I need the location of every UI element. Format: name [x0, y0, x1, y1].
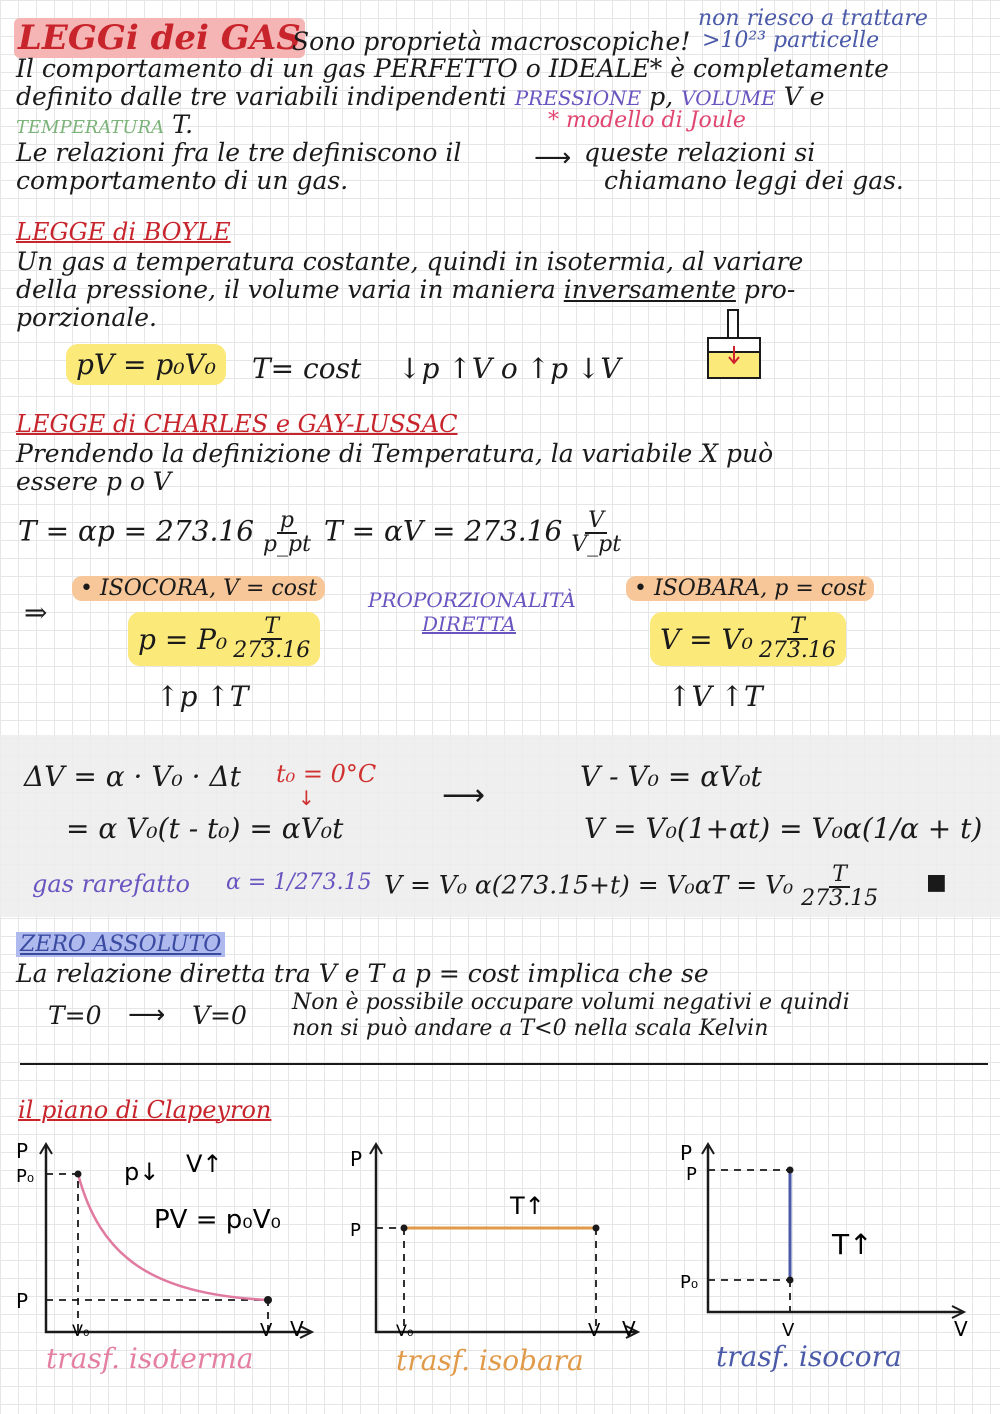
fraction-v-num: V [585, 510, 607, 534]
boyle-line-3: porzionale. [16, 303, 157, 332]
fraction-p [263, 510, 311, 556]
charles-line-1: Prendendo la definizione di Temperatura, la variabile X può [16, 439, 774, 468]
deriv-num: T [829, 864, 850, 888]
alpha-value: α = 1/273.15 [226, 870, 372, 895]
intro-line-5b: chiamano leggi dei gas. [604, 166, 904, 195]
g3-dashes [708, 1170, 790, 1312]
isocora-fraction [233, 616, 310, 662]
intro-line-4a: Le relazioni fra le tre definiscono il [16, 138, 462, 167]
word-volume: VOLUME [681, 86, 776, 110]
g2-point-start [401, 1225, 408, 1232]
page-subtitle: Sono proprietà macroscopiche! [292, 27, 691, 56]
boyle-line-1: Un gas a temperatura costante, quindi in isotermia, al variare [16, 247, 804, 276]
g1-point-end [264, 1296, 272, 1304]
g2-v-axis-label: V [622, 1317, 636, 1341]
g2-v-label: V [588, 1320, 601, 1341]
g2-p-axis-label: P [350, 1147, 363, 1171]
g1-p-axis-label: P [16, 1139, 29, 1163]
graph-isocora [672, 1136, 972, 1342]
g2-v0-label: V₀ [396, 1321, 414, 1340]
deriv-right-3-text: V = V₀ α(273.15+t) = V₀αT = V₀ [384, 870, 794, 900]
g1-formula: PV = p₀V₀ [154, 1205, 281, 1235]
graph-isoterma [10, 1136, 320, 1342]
zero-heading [16, 932, 225, 957]
isobara-den: 273.16 [758, 638, 836, 663]
isobara-formula [650, 612, 846, 666]
zero-t0: T=0 [48, 1001, 102, 1030]
deriv-right-1: V - V₀ = αV₀t [580, 760, 762, 793]
g1-p-label: P [16, 1289, 29, 1313]
word-temperatura: TEMPERATURA [16, 117, 165, 138]
caption-isocora: trasf. isocora [716, 1340, 902, 1373]
g3-p-axis-label: P [680, 1141, 693, 1165]
isobara-label-text: • ISOBARA, p = cost [626, 576, 874, 601]
deriv-line-1: ΔV = α · V₀ · Δt [24, 760, 241, 793]
formula-t-alpha-v-left: T = αV = 273.16 [324, 514, 563, 548]
isobara-formula-left: V = V₀ [660, 622, 753, 656]
g3-point-top [787, 1167, 794, 1174]
deriv-fraction [801, 864, 878, 910]
intro-line-2-text: definito dalle tre variabili indipendenti [16, 82, 507, 111]
isocora-num: T [261, 616, 282, 640]
g1-p0-label: P₀ [16, 1166, 35, 1187]
piston-icon [700, 308, 768, 382]
implies-arrow: ⇒ [24, 596, 48, 629]
fraction-p-num: p [277, 510, 297, 534]
g2-point-end [593, 1225, 600, 1232]
boyle-formula-text: pV = p₀V₀ [66, 344, 226, 385]
boyle-tcost: T= cost [252, 352, 362, 385]
boyle-line-2 [16, 276, 795, 304]
g1-point-start [75, 1171, 82, 1178]
charles-line-2: essere p o V [16, 467, 171, 496]
side-note-1: non riesco a trattare [698, 6, 928, 31]
isobara-fraction [759, 616, 836, 662]
symbol-t: T. [172, 110, 194, 139]
g3-point-bottom [787, 1277, 794, 1284]
g3-v-label: V [782, 1320, 795, 1341]
deriv-t0-arrow-icon: ↓ [298, 786, 315, 810]
arrow-right-icon: ⟶ [534, 143, 572, 173]
g1-v-label: V [260, 1320, 273, 1341]
boyle-inversamente: inversamente [563, 275, 736, 304]
caption-isobara: trasf. isobara [396, 1344, 584, 1377]
deriv-line-2: = α V₀(t - t₀) = αV₀t [66, 812, 344, 845]
g2-dashes [376, 1228, 596, 1332]
symbol-p: p, [649, 82, 674, 111]
g3-p0-label: P₀ [680, 1272, 699, 1293]
isocora-formula-box [128, 612, 320, 666]
gas-rarefatto: gas rarefatto [32, 870, 191, 898]
g2-p-label: P [350, 1220, 361, 1241]
g1-note-v: V↑ [186, 1150, 223, 1178]
fraction-v [571, 510, 621, 556]
deriv-den: 273.15 [801, 886, 879, 911]
formula-t-alpha-v [324, 510, 621, 556]
deriv-long-arrow-icon: ⟶ [442, 778, 486, 813]
zero-line-3: non si può andare a T<0 nella scala Kelvin [292, 1016, 769, 1041]
symbol-v: V e [783, 82, 825, 111]
formula-t-alpha-p [18, 510, 311, 556]
isobara-formula-box [650, 612, 846, 666]
boyle-pro: pro- [743, 275, 796, 304]
deriv-right-3 [384, 864, 878, 910]
graph-isobara [340, 1136, 650, 1342]
zero-heading-text: ZERO ASSOLUTO [16, 932, 225, 957]
zero-arrow-icon: ⟶ [128, 1000, 166, 1030]
clapeyron-heading: il piano di Clapeyron [18, 1096, 272, 1124]
g1-note-p: p↓ [124, 1158, 160, 1186]
piston-rod [728, 310, 738, 338]
formula-t-alpha-p-left: T = αp = 273.16 [18, 514, 255, 548]
isoterma-curve [78, 1174, 268, 1300]
zero-line-2: Non è possibile occupare volumi negativi e quindi [292, 990, 850, 1015]
intro-line-1: Il comportamento di un gas PERFETTO o IDEALE* è completamente [16, 54, 889, 83]
isobara-num: T [787, 616, 808, 640]
g1-dash-initial [46, 1174, 78, 1332]
proporzionalita-label: PROPORZIONALITÀ [368, 588, 576, 612]
word-pressione: PRESSIONE [514, 86, 642, 110]
g3-v-axis-label: V [954, 1317, 968, 1341]
isocora-formula-left: p = P₀ [138, 622, 228, 656]
g2-axes [376, 1146, 636, 1332]
isocora-label-text: • ISOCORA, V = cost [72, 576, 325, 601]
caption-isoterma: trasf. isoterma [46, 1342, 254, 1375]
g3-note: T↑ [832, 1228, 873, 1261]
g3-p-label: P [686, 1164, 697, 1185]
diretta-label: DIRETTA [422, 612, 516, 636]
isocora-den: 273.16 [233, 638, 311, 663]
isocora-arrows: ↑p ↑T [156, 680, 249, 713]
intro-line-4b: queste relazioni si [584, 138, 816, 167]
qed-icon: ■ [926, 870, 947, 895]
zero-line-1: La relazione diretta tra V e T a p = cost implica che se [16, 959, 709, 988]
boyle-heading: LEGGE di BOYLE [16, 218, 231, 246]
page-title: LEGGi dei GAS [14, 18, 305, 58]
boyle-line-2-text: della pressione, il volume varia in maniera [16, 275, 556, 304]
isobara-arrows: ↑V ↑T [668, 680, 763, 713]
intro-line-5a: comportamento di un gas. [16, 166, 349, 195]
deriv-right-2: V = V₀(1+αt) = V₀α(1/α + t) [584, 812, 983, 845]
g1-v-axis-label: V [290, 1317, 304, 1341]
g2-note: T↑ [510, 1192, 545, 1220]
boyle-arrows: ↓p ↑V o ↑p ↓V [398, 352, 621, 385]
side-note-2: >10²³ particelle [702, 28, 880, 53]
g1-axes [46, 1146, 310, 1332]
fraction-p-den: p_pt [262, 532, 311, 557]
boyle-formula [66, 348, 226, 381]
isobara-label [626, 576, 874, 601]
zero-v0: V=0 [192, 1001, 247, 1030]
fraction-v-den: V_pt [571, 532, 622, 557]
joule-note: * modello di Joule [548, 108, 746, 133]
g1-v0-label: V₀ [72, 1321, 90, 1340]
divider [20, 1063, 988, 1065]
charles-heading: LEGGE di CHARLES e GAY-LUSSAC [16, 410, 458, 438]
deriv-t0: t₀ = 0°C [276, 760, 377, 788]
isocora-formula [128, 612, 320, 666]
isocora-label [72, 576, 325, 601]
